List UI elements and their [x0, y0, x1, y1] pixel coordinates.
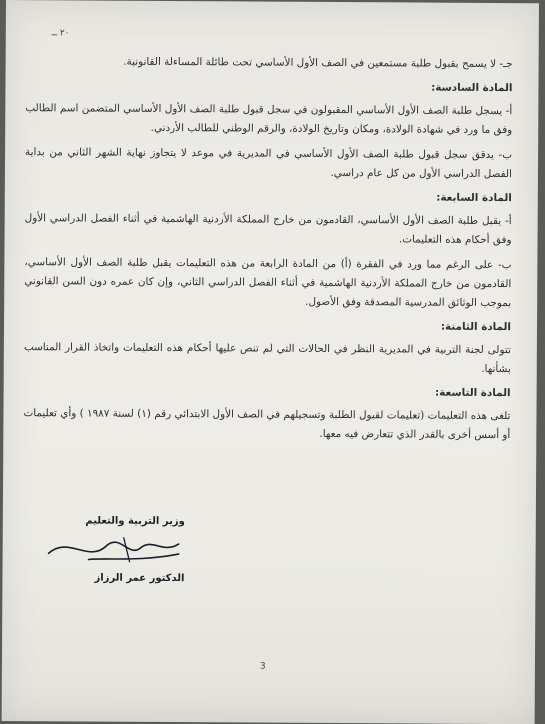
document-body — [23, 52, 512, 451]
signature-block — [29, 515, 209, 585]
heading-article-9: المادة التاسعة: — [435, 386, 511, 400]
heading-article-7: المادة السابعة: — [436, 191, 512, 205]
article-9-text: تلغى هذه التعليمات (تعليمات لقبول الطلبة وتسجيلهم في الصف الأول الابتدائي رقم (١) لسنة ١٩٨٧ ) وأي تعليمات أو أسس أخرى بالقدر الذي تتعارض فيه معها. — [23, 407, 511, 442]
minister-title: وزير التربية والتعليم — [85, 515, 185, 528]
page-number: 3 — [259, 661, 266, 672]
heading-article-8: المادة الثامنة: — [440, 320, 512, 334]
article-8-text: تتولى لجنة التربية في المديرية النظر في الحالات التي لم تنص عليها أحكام هذه التعليمات واتخاذ القرار المناسب بشأنها. — [23, 341, 511, 376]
handwritten-signature — [28, 523, 208, 574]
header-mark: ٢٠ ــ — [51, 28, 70, 39]
article-6-clause-a: أ- يسجل طلبة الصف الأول الأساسي المقبولون في سجل قبول طلبة الصف الأول الأساسي المتضمن اسم الطالب وفق ما ورد في شهادة الولادة، ومكان وتاريخ الولادة، والرقم الوطني للطالب الأردني. — [25, 102, 513, 137]
document-page — [2, 0, 539, 724]
heading-article-6: المادة السادسة: — [431, 81, 513, 95]
minister-name: الدكتور عمر الرزاز — [94, 572, 185, 585]
article-7-clause-a: أ- يقبل طلبة الصف الأول الأساسي، القادمون من خارج المملكة الأردنية الهاشمية في أثناء الفصل الدراسي الأول وفق أحكام هذه التعليمات. — [24, 212, 512, 247]
article-7-clause-b: ب- على الرغم مما ورد في الفقرة (أ) من المادة الرابعة من هذه التعليمات يقبل طلبة الصف الأول الأساسي، القادمون من خارج المملكة الأردنية الهاشمية في أثناء الفصل الدراسي الثاني، وإن كان عمره دون السن القانوني بموجب الوثائق المدرسية المصدقة وفق الأصول. — [24, 256, 512, 310]
article-6-clause-b: ب- يدقق سجل قبول طلبة الصف الأول الأساسي في المديرية في موعد لا يتجاوز نهاية الشهر الثاني من بداية الفصل الدراسي الأول من كل عام دراسي. — [25, 146, 513, 181]
clause-c: جـ- لا يسمح بقبول طلبة مستمعين في الصف الأول الأساسي تحت طائلة المساءلة القانونية. — [123, 55, 513, 71]
